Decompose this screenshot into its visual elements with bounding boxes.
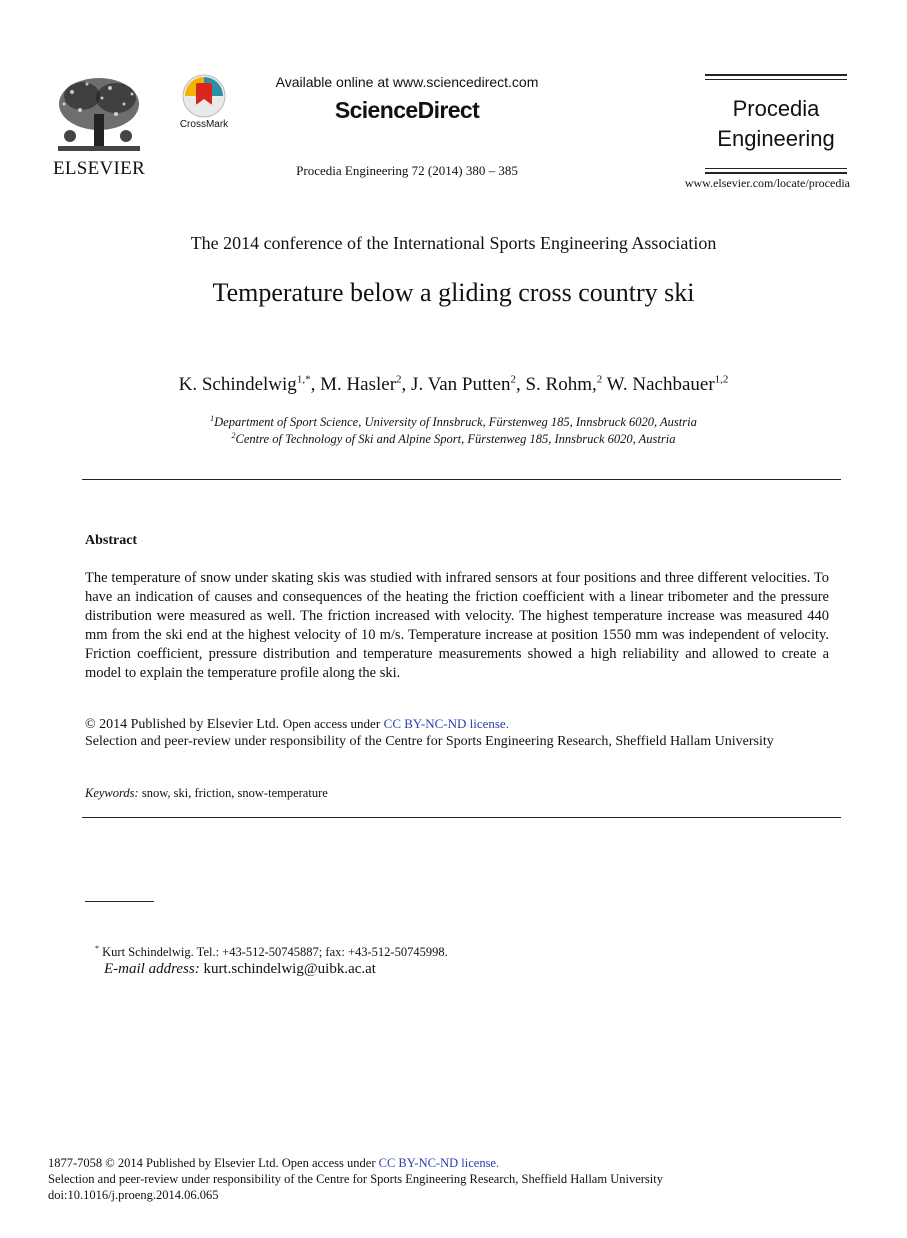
keywords-label: Keywords: — [85, 786, 139, 800]
license-link[interactable]: CC BY-NC-ND license. — [383, 716, 509, 731]
author-5: W. Nachbauer$^{1,2}$ — [606, 374, 729, 396]
divider-bottom — [82, 817, 841, 818]
peer-review-statement: Selection and peer-review under responsibility of the Centre for Sports Engineering Research, Sheffield Hallam University — [85, 734, 774, 749]
bottom-license-link[interactable]: CC BY-NC-ND license. — [378, 1156, 500, 1170]
crossmark-label: CrossMark — [179, 119, 229, 130]
author-1: K. Schindelwig$^{1,*}$, — [178, 374, 321, 396]
email-line — [104, 961, 376, 978]
journal-logo — [705, 74, 847, 174]
keywords-list: snow, ski, friction, snow-temperature — [141, 786, 328, 800]
open-access-text: Open access under — [282, 716, 381, 731]
abstract-heading: Abstract — [85, 533, 138, 548]
sciencedirect-logo[interactable]: ScienceDirect — [334, 97, 480, 123]
paper-title: Temperature below a gliding cross country ski — [212, 278, 695, 307]
divider-top — [82, 479, 841, 480]
journal-title — [705, 94, 847, 154]
journal-citation: Procedia Engineering 72 (2014) 380 – 385 — [296, 163, 518, 178]
affiliation-2: $^2$Centre of Technology of Ski and Alpine Sport, Fürstenweg 185, Innsbruck 6020, Austria — [231, 431, 676, 447]
journal-url-link[interactable]: www.elsevier.com/locate/procedia — [684, 176, 850, 190]
crossmark-icon — [172, 74, 236, 120]
elsevier-logo — [52, 74, 146, 178]
publisher-name: ELSEVIER — [52, 158, 146, 179]
copyright-line: © 2014 Published by Elsevier Ltd. Open access under CC BY-NC-ND license. — [85, 716, 509, 732]
bottom-peer-review: Selection and peer-review under responsibility of the Centre for Sports Engineering Research, Sheffield Hallam University — [48, 1172, 663, 1186]
affiliation-1: $^1$Department of Sport Science, University of Innsbruck, Fürstenweg 185, Innsbruck 6020, Austria — [210, 414, 697, 430]
journal-title-line2: Engineering — [717, 126, 835, 151]
crossmark-badge[interactable] — [172, 74, 236, 134]
corresponding-author-note: * Kurt Schindelwig. Tel.: +43-512-50745887; fax: +43-512-50745998. — [95, 944, 448, 960]
issn-copyright-line: 1877-7058 © 2014 Published by Elsevier Ltd. Open access under CC BY-NC-ND license. — [48, 1156, 500, 1170]
journal-title-line1: Procedia — [732, 96, 820, 121]
email-label: E-mail address: — [104, 961, 200, 977]
author-4: S. Rohm,$^2$ — [525, 374, 603, 396]
footnote-separator — [85, 901, 154, 902]
keywords — [85, 786, 328, 801]
elsevier-tree-icon — [52, 74, 146, 158]
conference-name: The 2014 conference of the International Sports Engineering Association — [190, 233, 717, 253]
author-2: M. Hasler$^2$, — [320, 374, 412, 396]
author-list — [0, 374, 907, 396]
author-3: J. Van Putten$^2$, — [411, 374, 526, 396]
doi[interactable]: doi:10.1016/j.proeng.2014.06.065 — [48, 1188, 219, 1202]
email-address[interactable]: kurt.schindelwig@uibk.ac.at — [203, 961, 376, 977]
available-online-text: Available online at www.sciencedirect.com — [275, 74, 539, 90]
abstract-body: The temperature of snow under skating skis was studied with infrared sensors at four positions and three different velocities. To have an indication of causes and consequences of the heating the friction coefficient with a linear tribometer and the pressure distribution were measured as well. The friction increased with velocity. The highest temperature increase was measured 440 mm from the ski end at the highest velocity of 10 m/s. Temperature increase at position 1550 mm was independent of velocity. Friction coefficient, pressure distribution and temperature measurements showed a high reliability and allowed to create a model to explain the temperature profile along the ski. — [85, 570, 829, 681]
